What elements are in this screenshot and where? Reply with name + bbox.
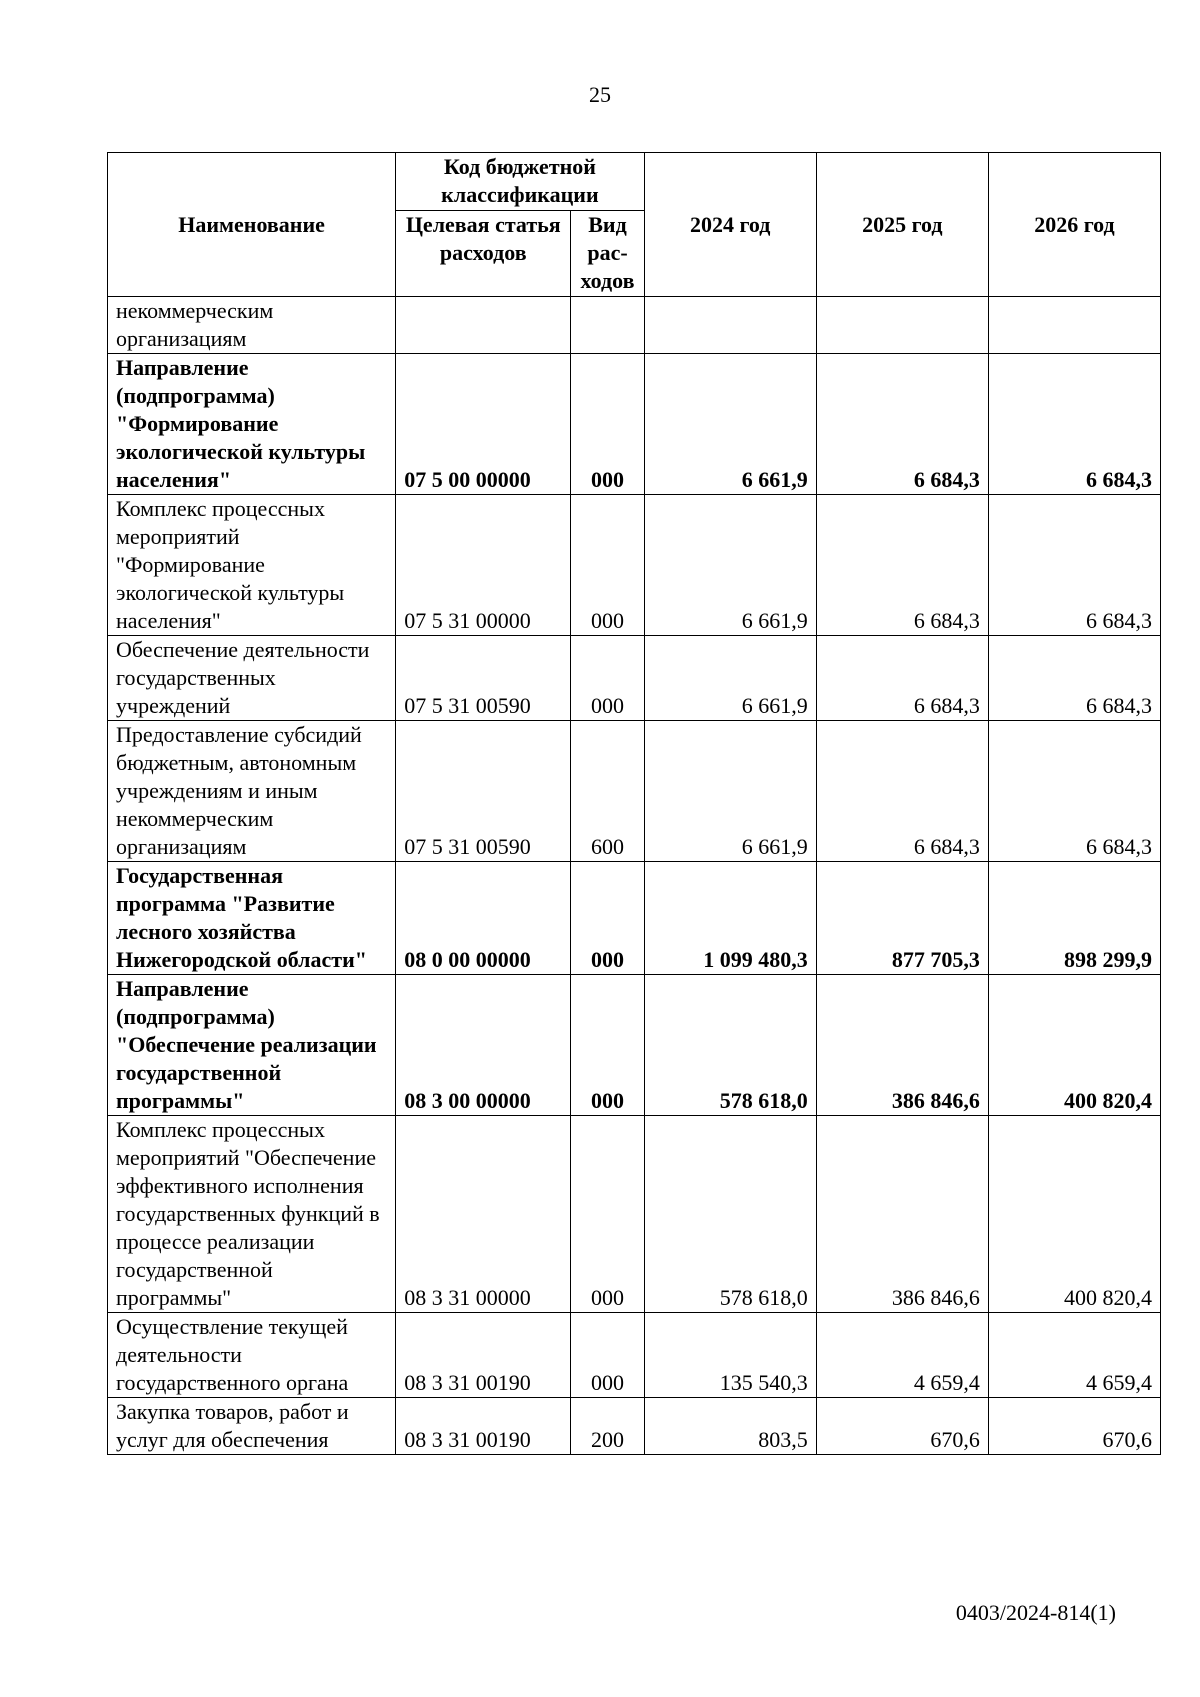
row-target-code: [396, 297, 571, 354]
table-header: [108, 153, 1161, 297]
row-expense-kind: 000: [571, 1116, 644, 1313]
row-target-code: 07 5 31 00590: [396, 636, 571, 721]
budget-table: [107, 152, 1161, 1455]
row-expense-kind: 000: [571, 1313, 644, 1398]
row-name: Комплекс процессных мероприятий "Обеспечение эффективного исполнения государственных функций в процессе реализации государственной программы": [108, 1116, 396, 1313]
table-row: [108, 862, 1161, 975]
row-value-2024: 1 099 480,3: [644, 862, 816, 975]
table-row: [108, 636, 1161, 721]
header-2026: 2026 год: [988, 153, 1160, 297]
row-value-2025: 6 684,3: [816, 636, 988, 721]
row-name: Обеспечение деятельности государственных учреждений: [108, 636, 396, 721]
row-name: Направление (подпрограмма) "Обеспечение реализации государственной программы": [108, 975, 396, 1116]
row-value-2026: 6 684,3: [988, 636, 1160, 721]
row-value-2024: 578 618,0: [644, 1116, 816, 1313]
row-value-2026: 6 684,3: [988, 495, 1160, 636]
row-value-2024: 6 661,9: [644, 354, 816, 495]
row-expense-kind: [571, 297, 644, 354]
header-2024: 2024 год: [644, 153, 816, 297]
table-row: [108, 354, 1161, 495]
row-value-2025: 670,6: [816, 1398, 988, 1455]
row-value-2025: 386 846,6: [816, 975, 988, 1116]
row-expense-kind: 000: [571, 975, 644, 1116]
row-value-2024: 6 661,9: [644, 636, 816, 721]
page-number: 25: [589, 82, 611, 107]
row-target-code: 08 3 31 00190: [396, 1398, 571, 1455]
row-name: Закупка товаров, работ и услуг для обеспечения: [108, 1398, 396, 1455]
header-code-group: Код бюджетной классификации: [396, 153, 644, 211]
header-name: Наименование: [108, 153, 396, 297]
row-value-2024: 135 540,3: [644, 1313, 816, 1398]
row-value-2025: 4 659,4: [816, 1313, 988, 1398]
row-target-code: 08 0 00 00000: [396, 862, 571, 975]
row-name: Государственная программа "Развитие лесного хозяйства Нижегородской области": [108, 862, 396, 975]
row-expense-kind: 000: [571, 495, 644, 636]
row-expense-kind: 600: [571, 721, 644, 862]
row-value-2024: 578 618,0: [644, 975, 816, 1116]
header-expense-kind: Вид рас-ходов: [571, 211, 644, 297]
row-value-2026: 4 659,4: [988, 1313, 1160, 1398]
row-value-2024: 6 661,9: [644, 495, 816, 636]
row-value-2026: 400 820,4: [988, 1116, 1160, 1313]
table-row: [108, 721, 1161, 862]
table-row: [108, 975, 1161, 1116]
row-name: Предоставление субсидий бюджетным, автономным учреждениям и иным некоммерческим организациям: [108, 721, 396, 862]
row-value-2026: 898 299,9: [988, 862, 1160, 975]
header-target-article: Целевая статья расходов: [396, 211, 571, 297]
row-name: Комплекс процессных мероприятий "Формирование экологической культуры населения": [108, 495, 396, 636]
table-body: [108, 297, 1161, 1455]
row-value-2026: 400 820,4: [988, 975, 1160, 1116]
row-expense-kind: 000: [571, 354, 644, 495]
row-target-code: 08 3 00 00000: [396, 975, 571, 1116]
header-2025: 2025 год: [816, 153, 988, 297]
table-row: [108, 1116, 1161, 1313]
row-value-2025: [816, 297, 988, 354]
row-name: Осуществление текущей деятельности государственного органа: [108, 1313, 396, 1398]
row-value-2025: 877 705,3: [816, 862, 988, 975]
row-target-code: 08 3 31 00190: [396, 1313, 571, 1398]
row-value-2025: 386 846,6: [816, 1116, 988, 1313]
row-value-2024: [644, 297, 816, 354]
row-target-code: 07 5 00 00000: [396, 354, 571, 495]
row-value-2024: 6 661,9: [644, 721, 816, 862]
row-value-2026: 6 684,3: [988, 721, 1160, 862]
row-value-2025: 6 684,3: [816, 721, 988, 862]
table-row: [108, 1313, 1161, 1398]
table-row: [108, 495, 1161, 636]
row-value-2026: [988, 297, 1160, 354]
row-name: Направление (подпрограмма) "Формирование экологической культуры населения": [108, 354, 396, 495]
row-value-2024: 803,5: [644, 1398, 816, 1455]
row-name: некоммерческим организациям: [108, 297, 396, 354]
row-expense-kind: 000: [571, 636, 644, 721]
row-expense-kind: 200: [571, 1398, 644, 1455]
row-target-code: 07 5 31 00000: [396, 495, 571, 636]
document-number: 0403/2024-814(1): [955, 1600, 1116, 1625]
row-value-2026: 6 684,3: [988, 354, 1160, 495]
row-value-2026: 670,6: [988, 1398, 1160, 1455]
row-target-code: 07 5 31 00590: [396, 721, 571, 862]
row-expense-kind: 000: [571, 862, 644, 975]
row-value-2025: 6 684,3: [816, 495, 988, 636]
table-row: [108, 1398, 1161, 1455]
table-row: [108, 297, 1161, 354]
row-value-2025: 6 684,3: [816, 354, 988, 495]
row-target-code: 08 3 31 00000: [396, 1116, 571, 1313]
